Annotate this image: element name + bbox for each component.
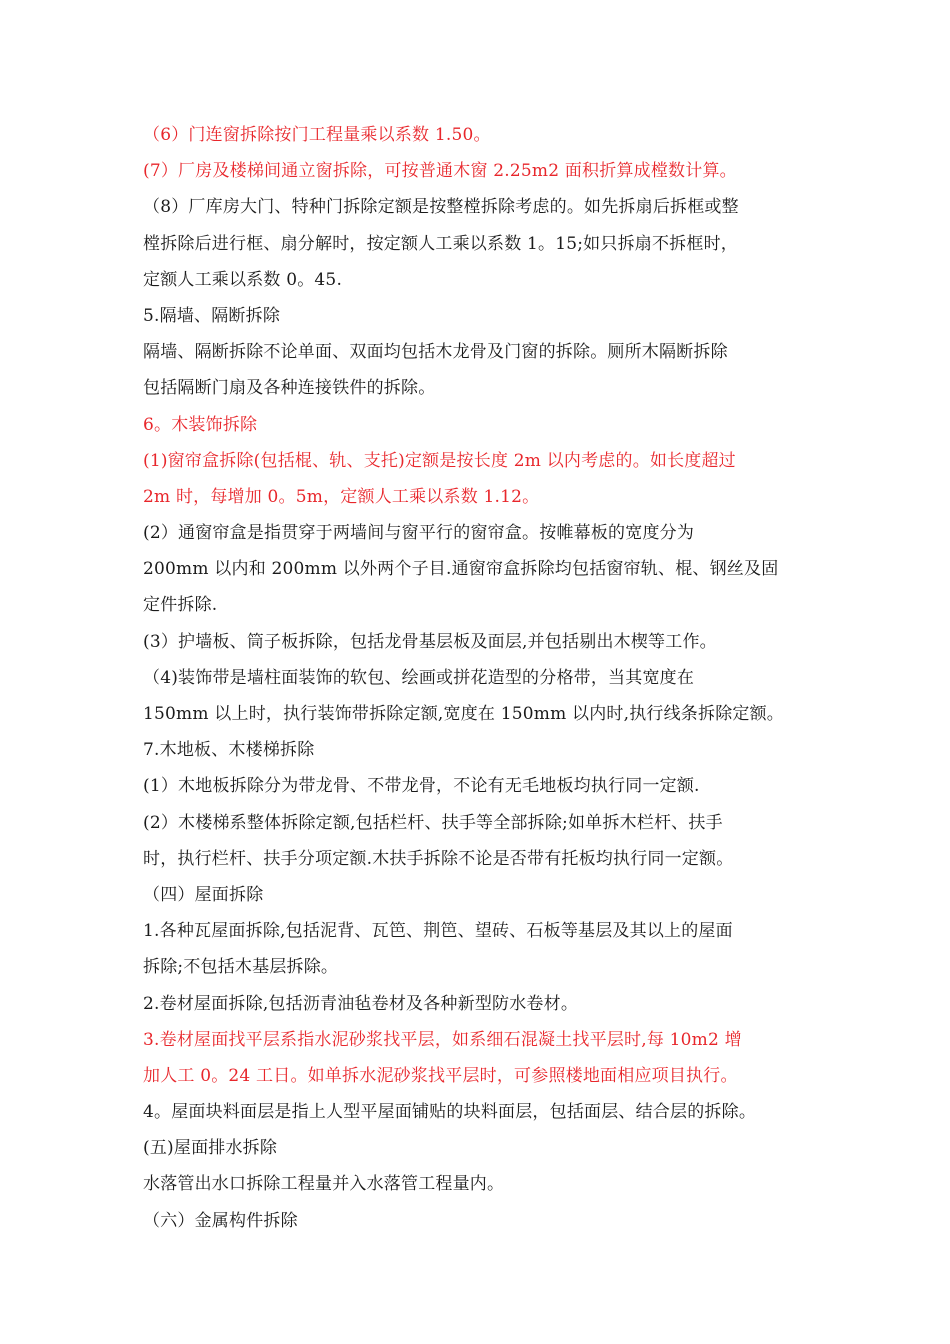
paragraph-line: (2）木楼梯系整体拆除定额,包括栏杆、扶手等全部拆除;如单拆木栏杆、扶手 xyxy=(143,812,723,833)
paragraph-line: 2.卷材屋面拆除,包括沥青油毡卷材及各种新型防水卷材。 xyxy=(143,993,579,1014)
paragraph-line: 2m 时，每增加 0。5m，定额人工乘以系数 1.12。 xyxy=(143,486,540,507)
paragraph-line: 樘拆除后进行框、扇分解时，按定额人工乘以系数 1。15;如只拆扇不拆框时， xyxy=(143,233,738,254)
paragraph-line: 时，执行栏杆、扶手分项定额.木扶手拆除不论是否带有托板均执行同一定额。 xyxy=(143,848,734,869)
section-heading: 5.隔墙、隔断拆除 xyxy=(143,305,281,326)
paragraph-line: 拆除;不包括木基层拆除。 xyxy=(143,957,339,978)
paragraph-line: 1.各种瓦屋面拆除,包括泥背、瓦笆、荆笆、望砖、石板等基层及其以上的屋面 xyxy=(143,921,733,942)
paragraph-line: 200mm 以内和 200mm 以外两个子目.通窗帘盒拆除均包括窗帘轨、棍、钢丝及固 xyxy=(143,559,779,580)
paragraph-line: 150mm 以上时，执行装饰带拆除定额,宽度在 150mm 以内时,执行线条拆除定额。 xyxy=(143,704,784,724)
paragraph-line: 定件拆除. xyxy=(143,595,218,616)
paragraph-line: (1）木地板拆除分为带龙骨、不带龙骨，不论有无毛地板均执行同一定额. xyxy=(143,776,700,797)
paragraph-line: 水落管出水口拆除工程量并入水落管工程量内。 xyxy=(143,1174,505,1195)
paragraph-line: (1)窗帘盒拆除(包括棍、轨、支托)定额是按长度 2m 以内考虑的。如长度超过 xyxy=(143,450,736,471)
paragraph-line: 定额人工乘以系数 0。45. xyxy=(143,269,343,290)
paragraph-line: (3）护墙板、筒子板拆除，包括龙骨基层板及面层,并包括剔出木楔等工作。 xyxy=(143,631,717,652)
paragraph-line: (2）通窗帘盒是指贯穿于两墙间与窗平行的窗帘盒。按帷幕板的宽度分为 xyxy=(143,523,695,544)
paragraph-line: （8）厂库房大门、特种门拆除定额是按整樘拆除考虑的。如先拆扇后拆框或整 xyxy=(143,197,739,218)
paragraph-line: （4)装饰带是墙柱面装饰的软包、绘画或拼花造型的分格带，当其宽度在 xyxy=(143,667,695,688)
section-heading: (五)屋面排水拆除 xyxy=(143,1138,278,1159)
paragraph-line: 包括隔断门扇及各种连接铁件的拆除。 xyxy=(143,378,436,399)
paragraph-line: 3.卷材屋面找平层系指水泥砂浆找平层，如系细石混凝土找平层时,每 10m2 增 xyxy=(143,1029,742,1050)
document-body xyxy=(143,117,823,1239)
section-heading: （六）金属构件拆除 xyxy=(143,1210,298,1231)
paragraph-line: 4。屋面块料面层是指上人型平屋面铺贴的块料面层，包括面层、结合层的拆除。 xyxy=(143,1102,757,1123)
section-heading: （四）屋面拆除 xyxy=(143,884,264,905)
paragraph-line: （6）门连窗拆除按门工程量乘以系数 1.50。 xyxy=(143,125,491,145)
section-heading: 6。木装饰拆除 xyxy=(143,414,258,435)
section-heading: 7.木地板、木楼梯拆除 xyxy=(143,740,315,761)
paragraph-line: 加人工 0。24 工日。如单拆水泥砂浆找平层时，可参照楼地面相应项目执行。 xyxy=(143,1065,738,1086)
paragraph-line: 隔墙、隔断拆除不论单面、双面均包括木龙骨及门窗的拆除。厕所木隔断拆除 xyxy=(143,342,728,363)
paragraph-line: (7）厂房及楼梯间通立窗拆除，可按普通木窗 2.25m2 面积折算成樘数计算。 xyxy=(143,161,737,182)
